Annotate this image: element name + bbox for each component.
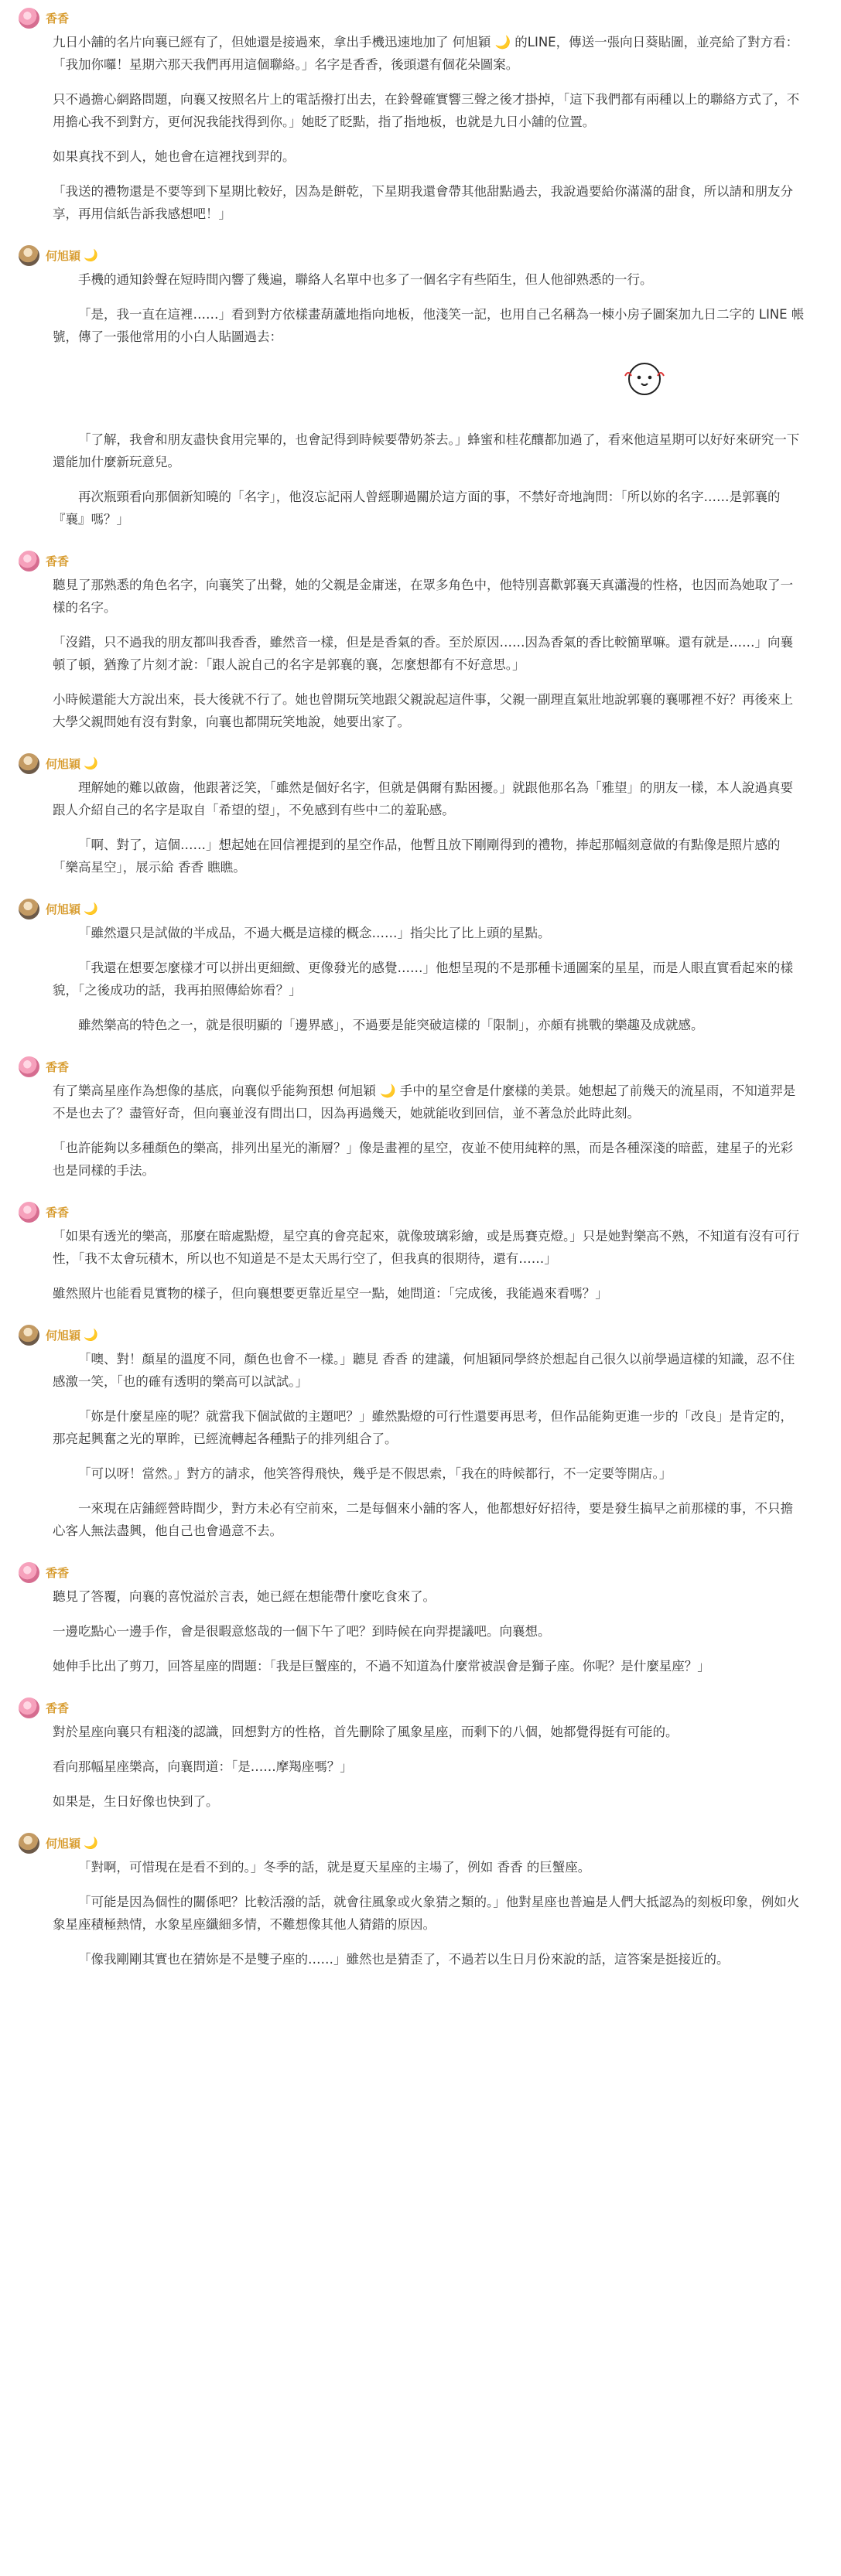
avatar[interactable] — [19, 8, 39, 29]
author-name[interactable]: 何旭穎 — [46, 248, 81, 263]
post-body — [19, 268, 805, 531]
post — [19, 543, 805, 733]
avatar[interactable] — [19, 1202, 39, 1223]
paragraph: 「妳是什麼星座的呢？就當我下個試做的主題吧？」雖然點燈的可行性還要再思考，但作品能夠更進一步的「改良」是肯定的，那亮起興奮之光的單眸，已經流轉起各種點子的排列組合了。 — [53, 1409, 793, 1446]
post-author — [19, 1830, 805, 1856]
post — [19, 1049, 805, 1182]
paragraph: 手機的通知鈴聲在短時間內響了幾遍，聯絡人名單中也多了一個名字有些陌生，但人他卻熟悉的一行。 — [78, 272, 653, 287]
paragraph: 再次瓶頸看向那個新知曉的「名字」，他沒忘記兩人曾經聊過關於這方面的事，不禁好奇地詢問：「所以妳的名字……是郭襄的『襄』嗎？」 — [53, 490, 781, 527]
sticker-row — [53, 360, 805, 418]
post — [19, 237, 805, 531]
paragraph: 一邊吃點心一邊手作，會是很暇意悠哉的一個下午了吧？到時候在向羿提議吧。向襄想。 — [53, 1624, 551, 1639]
post-body — [19, 776, 805, 879]
post — [19, 1554, 805, 1677]
post — [19, 1194, 805, 1305]
paragraph: 「啊、對了，這個……」想起她在回信裡提到的星空作品，他暫且放下剛剛得到的禮物，捧起那幅刻意做的有點像是照片感的「樂高星空」，展示給 香香 瞧瞧。 — [53, 838, 781, 875]
author-name[interactable]: 香香 — [46, 1205, 70, 1220]
paragraph: 雖然樂高的特色之一，就是很明顯的「邊界感」，不過要是能突破這樣的「限制」，亦頗有挑戰的樂趣及成就感。 — [78, 1018, 704, 1032]
paragraph: 聽見了那熟悉的角色名字，向襄笑了出聲，她的父親是金庸迷，在眾多角色中，他特別喜歡郭襄天真瀟漫的性格，也因而為她取了一樣的名字。 — [53, 578, 793, 615]
avatar[interactable] — [19, 245, 39, 266]
author-name[interactable]: 香香 — [46, 11, 70, 26]
post-body — [19, 1856, 805, 1970]
post — [19, 1825, 805, 1970]
paragraph: 雖然照片也能看見實物的樣子，但向襄想要更靠近星空一點，她問道：「完成後，我能過來看嗎？」 — [53, 1286, 608, 1301]
avatar[interactable] — [19, 1833, 39, 1854]
paragraph: 「我送的禮物還是不要等到下星期比較好，因為是餅乾，下星期我還會帶其他甜點過去，我說過要給你滿滿的甜食，所以請和朋友分享，再用信紙告訴我感想吧！」 — [53, 184, 793, 221]
paragraph: 一來現在店鋪經營時間少，對方未必有空前來，二是每個來小舖的客人，他都想好好招待，要是發生搞早之前那樣的事，不只擔心客人無法盡興，他自己也會過意不去。 — [53, 1501, 793, 1538]
author-name[interactable]: 何旭穎 — [46, 756, 81, 771]
paragraph: 她伸手比出了剪刀，回答星座的問題：「我是巨蟹座的，不過不知道為什麼常被誤會是獅子座。你呢？是什麼星座？」 — [53, 1659, 710, 1674]
post-body — [19, 1348, 805, 1542]
post-author — [19, 5, 805, 31]
post-body — [19, 31, 805, 225]
moon-icon: 🌙 — [84, 248, 98, 262]
post — [19, 0, 805, 225]
post-author — [19, 750, 805, 776]
paragraph: 「可能是因為個性的關係吧？比較活潑的話，就會往風象或火象猜之類的。」他對星座也普遍是人們大抵認為的刻板印象，例如火象星座積極熱情，水象星座纖細多情，不難想像其他人猜錯的原因。 — [53, 1895, 800, 1932]
paragraph: 「雖然還只是試做的半成品，不過大概是這樣的概念……」指尖比了比上頭的星點。 — [78, 926, 551, 940]
post — [19, 1317, 805, 1542]
avatar[interactable] — [19, 899, 39, 920]
post-author — [19, 896, 805, 922]
paragraph: 對於星座向襄只有粗淺的認識，回想對方的性格，首先刪除了風象星座，而剩下的八個，她都覺得挺有可能的。 — [53, 1725, 679, 1739]
author-name[interactable]: 香香 — [46, 554, 70, 568]
post-body — [19, 1225, 805, 1305]
paragraph: 「可以呀！當然。」對方的請求，他笑答得飛快，幾乎是不假思索，「我在的時候都行，不一定要等開店。」 — [78, 1466, 672, 1481]
post-body — [19, 1080, 805, 1182]
paragraph: 「噢、對！顏星的溫度不同，顏色也會不一樣。」聽見 香香 的建議，何旭穎同學終於想起自己很久以前學過這樣的知識，忍不住感激一笑，「也的確有透明的樂高可以試試。」 — [53, 1352, 795, 1389]
white-figure-sticker-icon — [616, 353, 673, 410]
paragraph: 有了樂高星座作為想像的基底，向襄似乎能夠預想 何旭穎 🌙 手中的星空會是什麼樣的美景。她想起了前幾天的流星雨，不知道羿是不是也去了？盡管好奇，但向襄並沒有問出口，因為再過幾天，她就能收到回信，並不著急於此時此刻。 — [53, 1083, 796, 1121]
paragraph: 「了解，我會和朋友盡快食用完畢的，也會記得到時候要帶奶茶去。」蜂蜜和桂花釀都加過了，看來他這星期可以好好來研究一下還能加什麼新玩意兒。 — [53, 432, 800, 469]
moon-icon: 🌙 — [84, 1328, 98, 1342]
author-name[interactable]: 香香 — [46, 1565, 70, 1580]
paragraph: 「也許能夠以多種顏色的樂高，排列出星光的漸層？」像是畫裡的星空，夜並不使用純粹的黑，而是各種深淺的暗藍，建星子的光彩也是同樣的手法。 — [53, 1141, 793, 1178]
post-author — [19, 1559, 805, 1585]
paragraph: 「沒錯，只不過我的朋友都叫我香香，雖然音一樣，但是是香氣的香。至於原因……因為香氣的香比較簡單嘛。還有就是……」向襄頓了頓，猶豫了片刻才說：「跟人說自己的名字是郭襄的襄，怎麼想都有不好意思。」 — [53, 635, 793, 672]
paragraph: 「對啊，可惜現在是看不到的。」冬季的話，就是夏天星座的主場了，例如 香香 的巨蟹座。 — [78, 1860, 591, 1875]
author-name[interactable]: 香香 — [46, 1059, 70, 1074]
author-name[interactable]: 何旭穎 — [46, 902, 81, 916]
moon-icon: 🌙 — [84, 756, 98, 770]
moon-icon: 🌙 — [84, 1836, 98, 1850]
paragraph: 如果是，生日好像也快到了。 — [53, 1794, 219, 1809]
post — [19, 746, 805, 879]
post — [19, 891, 805, 1036]
post-body — [19, 922, 805, 1036]
paragraph: 如果真找不到人，她也會在這裡找到羿的。 — [53, 149, 296, 164]
paragraph: 「我還在想要怎麼樣才可以拼出更細緻、更像發光的感覺……」他想呈現的不是那種卡通圖案的星星，而是人眼直實看起來的樣貌，「之後成功的話，我再拍照傳給妳看？」 — [53, 960, 793, 998]
post-body — [19, 1585, 805, 1677]
avatar[interactable] — [19, 1325, 39, 1346]
post — [19, 1690, 805, 1813]
avatar[interactable] — [19, 1697, 39, 1718]
post-author — [19, 548, 805, 574]
post-author — [19, 1199, 805, 1225]
post-author — [19, 1322, 805, 1348]
avatar[interactable] — [19, 1056, 39, 1077]
paragraph: 聽見了答覆，向襄的喜悅溢於言表，她已經在想能帶什麼吃食來了。 — [53, 1589, 436, 1604]
paragraph: 「是，我一直在這裡……」看到對方依樣畫葫蘆地指向地板，他淺笑一記，也用自己名稱為一棟小房子圖案加九日二字的 LINE 帳號，傳了一張他常用的小白人貼圖過去： — [53, 307, 805, 344]
paragraph: 「如果有透光的樂高，那麼在暗處點燈，星空真的會亮起來，就像玻璃彩繪，或是馬賽克燈。」只是她對樂高不熟，不知道有沒有可行性，「我不太會玩積木，所以也不知道是不是太天馬行空了，但我真的很期待，還有……」 — [53, 1229, 800, 1266]
author-name[interactable]: 何旭穎 — [46, 1328, 81, 1343]
avatar[interactable] — [19, 551, 39, 571]
paragraph: 九日小舖的名片向襄已經有了，但她還是接過來，拿出手機迅速地加了 何旭穎 🌙 的LINE，傳送一張向日葵貼圖，並亮給了對方看：「我加你囉！星期六那天我們再用這個聯絡。」名字是香香，後頭還有個花朵圖案。 — [53, 35, 799, 72]
author-name[interactable]: 何旭穎 — [46, 1836, 81, 1851]
post-author — [19, 242, 805, 268]
paragraph: 「像我剛剛其實也在猜妳是不是雙子座的……」雖然也是猜歪了，不過若以生日月份來說的話，這答案是挺接近的。 — [78, 1952, 730, 1967]
avatar[interactable] — [19, 1562, 39, 1583]
moon-icon: 🌙 — [84, 902, 98, 916]
avatar[interactable] — [19, 753, 39, 774]
post-author — [19, 1694, 805, 1721]
paragraph: 只不過擔心網路問題，向襄又按照名片上的電話撥打出去，在鈴聲確實響三聲之後才掛掉，「這下我們都有兩種以上的聯絡方式了，不用擔心我不到對方，更何況我能找得到你。」她眨了眨點，指了指地板，也就是九日小舖的位置。 — [53, 92, 800, 129]
paragraph: 小時候還能大方說出來，長大後就不行了。她也曾開玩笑地跟父親說起這件事，父親一副理直氣壯地說郭襄的襄哪裡不好？再後來上大學父親問她有沒有對象，向襄也都開玩笑地說，她要出家了。 — [53, 692, 793, 729]
post-author — [19, 1053, 805, 1080]
author-name[interactable]: 香香 — [46, 1701, 70, 1715]
post-body — [19, 1721, 805, 1813]
paragraph: 理解她的難以啟齒，他跟著泛笑，「雖然是個好名字，但就是偶爾有點困擾。」就跟他那名為「雅望」的朋友一樣，本人說過真要跟人介紹自己的名字是取自「希望的望」，不免感到有些中二的羞恥感。 — [53, 780, 793, 817]
paragraph: 看向那幅星座樂高，向襄問道：「是……摩羯座嗎？」 — [53, 1759, 353, 1774]
post-body — [19, 574, 805, 733]
